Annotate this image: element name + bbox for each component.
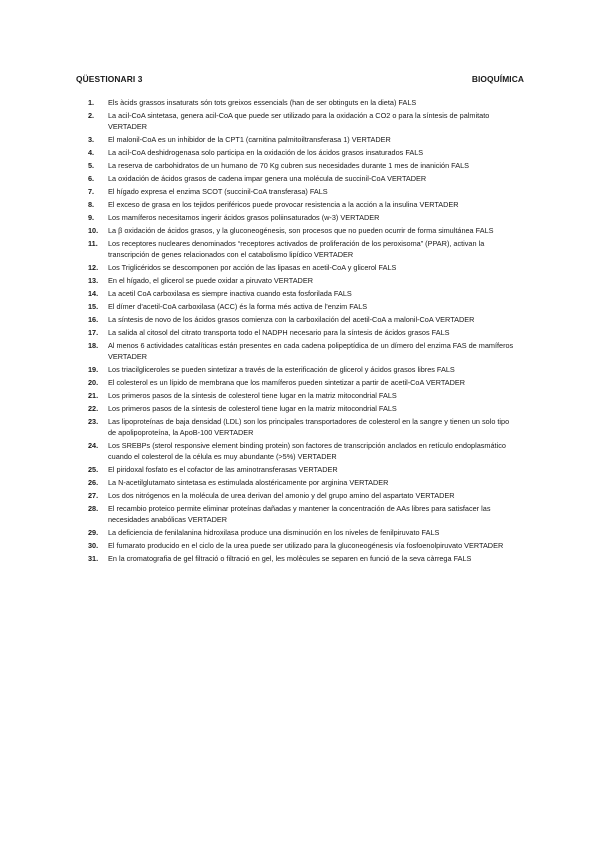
question-text: Els àcids grassos insaturats són tots greixos essencials (han de ser obtinguts en la dieta) FALS — [108, 98, 417, 107]
question-number: 30. — [88, 541, 99, 551]
question-number: 4. — [88, 148, 95, 158]
question-text: Al menos 6 actividades catalíticas están presentes en cada cadena polipeptídica de un dímero del enzima FAS de mamíferos VERTADER — [108, 340, 514, 362]
question-number: 25. — [88, 465, 99, 475]
question-number: 19. — [88, 365, 99, 374]
question-item — [0, 553, 600, 564]
question-text: La β oxidación de ácidos grasos, y la gluconeogénesis, son procesos que no pueden ocurrir de forma simultánea FALS — [108, 225, 494, 235]
question-number: 1. — [88, 98, 95, 107]
question-text: Los Triglicéridos se descomponen por acción de las lipasas en acetil-CoA y glicerol FALS — [108, 263, 397, 273]
question-text: Los SREBPs (sterol responsive element binding protein) son factores de transcripción anclados en retículo endoplasmático cuando el colesterol de la célula es muy abundante (>5%) VERTADER — [108, 441, 506, 462]
question-item — [0, 97, 600, 108]
question-item — [0, 225, 600, 236]
question-number: 17. — [88, 327, 99, 337]
question-item — [0, 288, 600, 299]
question-item — [0, 327, 600, 338]
question-item — [0, 490, 600, 501]
question-item — [0, 275, 600, 286]
question-number: 20. — [88, 377, 99, 387]
question-text: La deficiencia de fenilalanina hidroxilasa produce una disminución en los niveles de fenilpiruvato FALS — [108, 528, 440, 538]
question-item — [0, 390, 600, 401]
question-item — [0, 340, 600, 362]
question-number: 31. — [88, 554, 99, 564]
question-item — [0, 238, 600, 260]
question-number: 7. — [88, 187, 95, 196]
question-number: 27. — [88, 491, 99, 501]
question-item — [0, 173, 600, 184]
question-item — [0, 262, 600, 273]
question-text: La acil-CoA sintetasa, genera acil-CoA que puede ser utilizado para la oxidación a CO2 o para la síntesis de palmitato VERTADER — [108, 110, 490, 132]
question-number: 24. — [88, 441, 99, 451]
question-item — [0, 199, 600, 210]
question-number: 9. — [88, 212, 95, 222]
question-text: El malonil-CoA es un inhibidor de la CPT1 (carnitina palmitoiltransferasa 1) VERTADER — [108, 135, 391, 145]
question-text: El colesterol es un lípido de membrana que los mamíferos pueden sintetizar a partir de acetil-CoA VERTADER — [108, 377, 466, 387]
questionnaire-title: QÜESTIONARI 3 — [76, 74, 143, 84]
question-text: Los mamíferos necesitamos ingerir ácidos grasos poliinsaturados (w-3) VERTADER — [108, 212, 380, 222]
question-number: 6. — [88, 174, 95, 184]
question-item — [0, 160, 600, 171]
question-number: 15. — [88, 301, 99, 311]
question-text: En la cromatografia de gel filtració o filtració en gel, les molècules se separen en funció de la seva càrrega FALS — [108, 554, 472, 564]
question-item — [0, 364, 600, 375]
question-number: 23. — [88, 416, 99, 426]
question-text: Los triacilgliceroles se pueden sintetizar a través de la esterificación de glicerol y ácidos grasos libres FALS — [108, 365, 455, 374]
question-text: La acil-CoA deshidrogenasa solo participa en la oxidación de los ácidos grasos insaturados FALS — [108, 148, 424, 158]
question-number: 13. — [88, 276, 99, 285]
question-item — [0, 186, 600, 197]
question-text: Las lipoproteínas de baja densidad (LDL) son los principales transportadores de colesterol en la sangre y tienen un solo tipo de apolipoproteína, la ApoB-100 VERTADER — [108, 416, 510, 438]
question-item — [0, 440, 600, 462]
question-number: 8. — [88, 199, 95, 209]
question-number: 14. — [88, 288, 99, 298]
question-text: El dímer d’acetil-CoA carboxilasa (ACC) és la forma més activa de l’enzim FALS — [108, 301, 368, 311]
question-item — [0, 527, 600, 538]
question-number: 21. — [88, 390, 99, 400]
question-text: Los receptores nucleares denominados “receptores activados de proliferación de los peroxisoma” (PPAR), activan la transcripción de genes relacionados con el catabolismo lipídico VERTADER — [108, 238, 485, 260]
question-number: 5. — [88, 161, 95, 171]
question-item — [0, 377, 600, 388]
question-item — [0, 110, 600, 132]
question-item — [0, 464, 600, 475]
question-text: El fumarato producido en el ciclo de la urea puede ser utilizado para la gluconeogénesis vía fosfoenolpiruvato VERTADER — [108, 541, 504, 551]
question-item — [0, 212, 600, 223]
question-item — [0, 301, 600, 312]
question-number: 28. — [88, 504, 99, 514]
question-text: La oxidación de ácidos grasos de cadena impar genera una molécula de succinil-CoA VERTADER — [108, 174, 427, 184]
page-header — [76, 74, 524, 86]
question-item — [0, 403, 600, 414]
question-number: 12. — [88, 263, 99, 273]
question-text: La N-acetilglutamato sintetasa es estimulada alostéricamente por arginina VERTADER — [108, 478, 389, 488]
question-number: 10. — [88, 225, 99, 235]
question-text: El exceso de grasa en los tejidos periféricos puede provocar resistencia a la acción a la insulina VERTADER — [108, 199, 459, 209]
question-text: La salida al citosol del citrato transporta todo el NADPH necesario para la síntesis de ácidos grasos FALS — [108, 327, 450, 337]
question-number: 3. — [88, 135, 95, 145]
question-text: Los dos nitrógenos en la molécula de urea derivan del amonio y del grupo amino del aspartato VERTADER — [108, 491, 455, 501]
question-item — [0, 147, 600, 158]
question-number: 29. — [88, 528, 99, 538]
question-item — [0, 314, 600, 325]
question-text: La síntesis de novo de los ácidos grasos comienza con la carboxilación del acetil-CoA a malonil-CoA VERTADER — [108, 314, 475, 324]
question-text: En el hígado, el glicerol se puede oxidar a piruvato VERTADER — [108, 276, 313, 285]
question-item — [0, 416, 600, 438]
question-text: La acetil CoA carboxilasa es siempre inactiva cuando esta fosforilada FALS — [108, 288, 352, 298]
question-text: Los primeros pasos de la síntesis de colesterol tiene lugar en la matriz mitocondrial FALS — [108, 390, 397, 400]
question-list — [0, 97, 600, 566]
question-number: 26. — [88, 478, 99, 488]
question-item — [0, 503, 600, 525]
question-text: La reserva de carbohidratos de un humano de 70 Kg cubren sus necesidades durante 1 mes de inanición FALS — [108, 161, 470, 171]
question-number: 18. — [88, 340, 99, 350]
question-number: 2. — [88, 110, 95, 120]
question-number: 22. — [88, 403, 99, 413]
question-number: 11. — [88, 238, 98, 248]
question-number: 16. — [88, 314, 99, 324]
question-text: El hígado expresa el enzima SCOT (succinil-CoA transferasa) FALS — [108, 187, 328, 196]
question-text: El piridoxal fosfato es el cofactor de las aminotransferasas VERTADER — [108, 465, 338, 475]
question-item — [0, 540, 600, 551]
question-text: Los primeros pasos de la síntesis de colesterol tiene lugar en la matriz mitocondrial FALS — [108, 403, 397, 413]
subject-title: BIOQUÍMICA — [471, 74, 524, 84]
question-item — [0, 477, 600, 488]
question-text: El recambio proteico permite eliminar proteínas dañadas y mantener la concentración de AAs libres para satisfacer las necesidades anabólicas VERTADER — [108, 504, 491, 525]
question-item — [0, 134, 600, 145]
